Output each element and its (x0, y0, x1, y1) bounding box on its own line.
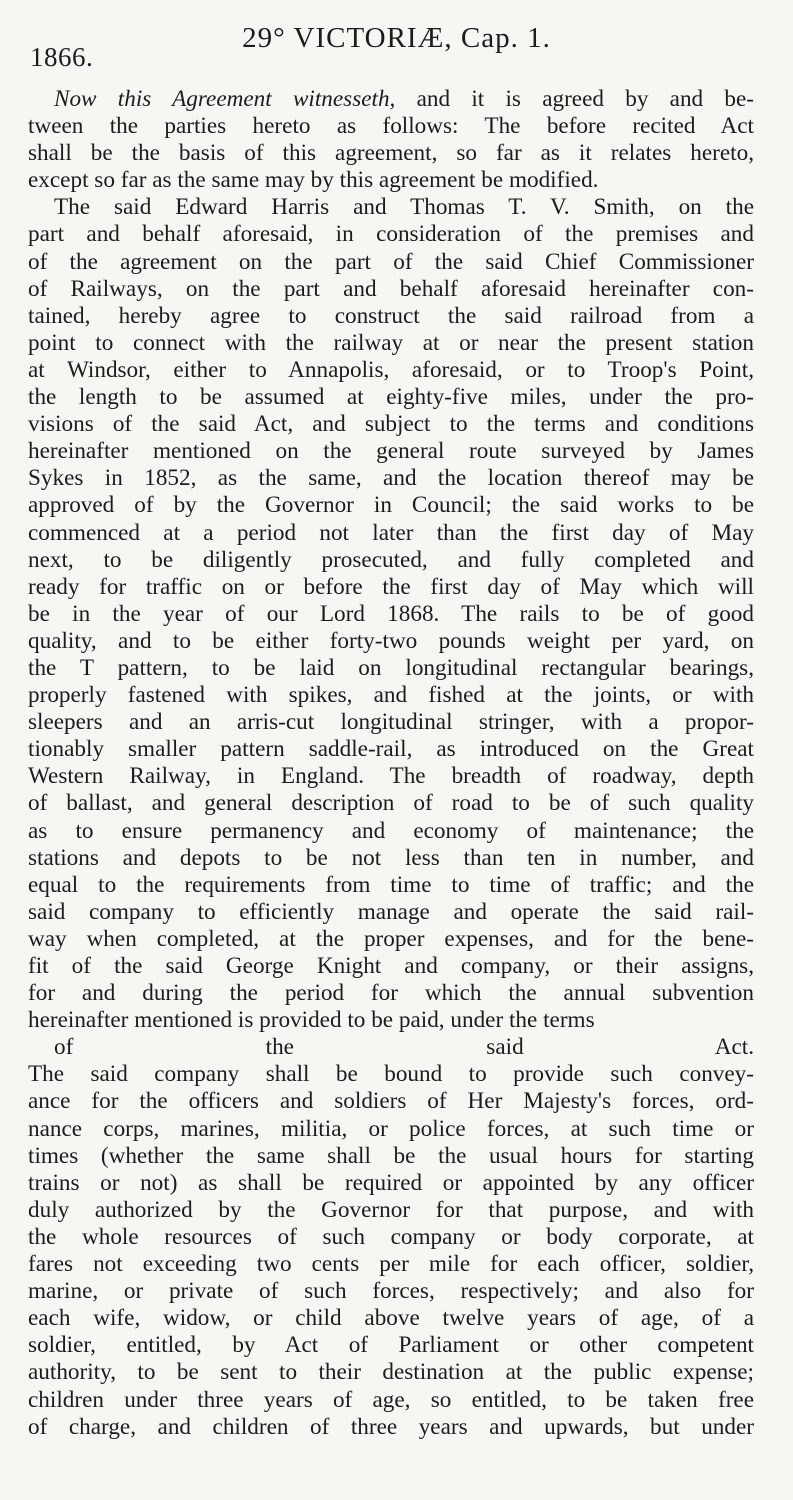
text-line: The said company shall be bound to provide such convey- (28, 1061, 754, 1088)
text-line: tween the parties hereto as follows: The before recited Act (28, 113, 754, 140)
text-line: trains or not) as shall be required or appointed by any officer (28, 1169, 754, 1196)
text-line: except so far as the same may by this agreement be modified. (28, 167, 599, 194)
text-line: part and behalf aforesaid, in consideration of the premises and (28, 221, 754, 248)
text-line: be in the year of our Lord 1868. The rails to be of good (28, 600, 754, 627)
text-line: fares not exceeding two cents per mile for each officer, soldier, (28, 1251, 754, 1278)
text-line: of Railways, on the part and behalf aforesaid hereinafter con- (28, 275, 754, 302)
text-line: hereinafter mentioned is provided to be paid, under the terms (28, 1007, 595, 1034)
text-line: of charge, and children of three years and upwards, but under (28, 1413, 754, 1440)
text-line: authority, to be sent to their destination at the public expense; (28, 1359, 754, 1386)
text-line (28, 86, 754, 113)
text-line: The said Edward Harris and Thomas T. V. Smith, on the (54, 194, 754, 221)
text-line: at Windsor, either to Annapolis, aforesaid, or to Troop's Point, (28, 356, 754, 383)
text-line: stations and depots to be not less than ten in number, and (28, 844, 754, 871)
text-line: tionably smaller pattern saddle-rail, as introduced on the Great (28, 736, 754, 763)
text-line: times (whether the same shall be the usual hours for starting (28, 1142, 754, 1169)
text-line: next, to be diligently prosecuted, and fully completed and (28, 546, 754, 573)
text-line: Western Railway, in England. The breadth of roadway, depth (28, 763, 754, 790)
text-line: equal to the requirements from time to time of traffic; and the (28, 871, 754, 898)
text-line: soldier, entitled, by Act of Parliament or other competent (28, 1332, 754, 1359)
text-line: way when completed, at the proper expenses, and for the bene- (28, 925, 754, 952)
text-line: the length to be assumed at eighty-five miles, under the pro- (28, 384, 754, 411)
running-header: 29° VICTORIÆ, Cap. 1. (242, 22, 551, 54)
text-line: tained, hereby agree to construct the said railroad from a (28, 302, 754, 329)
text-line: sleepers and an arris-cut longitudinal stringer, with a propor- (28, 709, 754, 736)
text-line: said company to efficiently manage and operate the said rail- (28, 898, 754, 925)
text-line: of the said Act. (54, 1034, 754, 1061)
page-year: 1866. (30, 42, 94, 72)
text-line: ready for traffic on or before the first day of May which will (28, 573, 754, 600)
text-line: the whole resources of such company or body corporate, at (28, 1223, 754, 1250)
text-line: children under three years of age, so entitled, to be taken free (28, 1386, 754, 1413)
text-line: approved of by the Governor in Council; the said works to be (28, 492, 754, 519)
text-line: quality, and to be either forty-two pounds weight per yard, on (28, 627, 754, 654)
text-line: of the agreement on the part of the said Chief Commissioner (28, 248, 754, 275)
text-line: nance corps, marines, militia, or police forces, at such time or (28, 1115, 754, 1142)
text-line: duly authorized by the Governor for that purpose, and with (28, 1196, 754, 1223)
text-line: marine, or private of such forces, respectively; and also for (28, 1278, 754, 1305)
text-line: shall be the basis of this agreement, so far as it relates hereto, (28, 140, 754, 167)
text-line: properly fastened with spikes, and fished at the joints, or with (28, 682, 754, 709)
text-line: hereinafter mentioned on the general route surveyed by James (28, 438, 754, 465)
text-line: for and during the period for which the annual subvention (28, 980, 754, 1007)
text-line: of ballast, and general description of road to be of such quality (28, 790, 754, 817)
opening-phrase: Now this Agreement witnesseth, (54, 86, 396, 112)
text-line: ance for the officers and soldiers of Her Majesty's forces, ord- (28, 1088, 754, 1115)
text-line: Sykes in 1852, as the same, and the location thereof may be (28, 465, 754, 492)
text-line: visions of the said Act, and subject to the terms and conditions (28, 411, 754, 438)
text-line: fit of the said George Knight and company, or their assigns, (28, 953, 754, 979)
text-line: commenced at a period not later than the first day of May (28, 519, 754, 546)
text-line: the T pattern, to be laid on longitudinal rectangular bearings, (28, 654, 754, 681)
body-text (28, 86, 754, 1441)
text-line: as to ensure permanency and economy of maintenance; the (28, 817, 754, 844)
text-line: point to connect with the railway at or near the present station (28, 329, 754, 356)
text-line: each wife, widow, or child above twelve years of age, of a (28, 1305, 754, 1332)
opening-rest: and it is agreed by and be- (395, 86, 755, 112)
